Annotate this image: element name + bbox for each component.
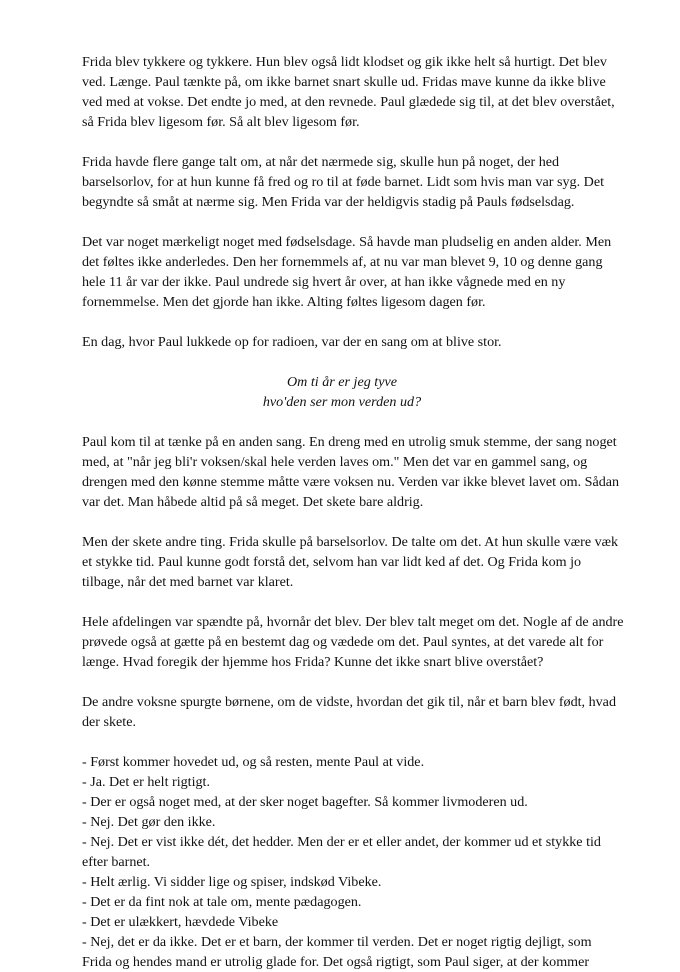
paragraph-3 <box>82 232 612 312</box>
paragraph-gap <box>82 212 602 232</box>
dialogue-line: efter barnet. <box>82 854 151 870</box>
paragraph-gap <box>82 132 602 152</box>
text-line: ved med at vokse. Det endte jo med, at den revnede. Paul glædede sig til, at det blev overstået, <box>82 94 615 110</box>
dialogue-line: - Helt ærlig. Vi sidder lige og spiser, indskød Vibeke. <box>82 874 382 890</box>
text-line: Men der skete andre ting. Frida skulle på barselsorlov. De talte om det. At hun skulle være væk <box>82 534 619 550</box>
paragraph-6 <box>82 532 619 592</box>
paragraph-5 <box>82 432 620 512</box>
dialogue-line: - Nej. Det er vist ikke dét, det hedder. Men der er et eller andet, der kommer ud et stykke tid <box>82 834 601 850</box>
text-line: tilbage, når det med barnet var klaret. <box>82 574 294 590</box>
text-line: var det. Man håbede altid på så meget. Det skete bare aldrig. <box>82 494 424 510</box>
text-line: drengen med den kønne stemme måtte være voksen nu. Verden var ikke blevet lavet om. Sådan <box>82 474 620 490</box>
text-line: med, at "når jeg bli'r voksen/skal hele verden laves om." Men det var en gammel sang, og <box>82 454 588 470</box>
paragraph-gap <box>82 312 602 332</box>
paragraph-7 <box>82 612 624 672</box>
text-line: længe. Hvad foregik der hjemme hos Frida? Kunne det ikke snart blive overstået? <box>82 654 544 670</box>
paragraph-1 <box>82 52 615 132</box>
document-page <box>82 52 624 972</box>
dialogue-line: - Ja. Det er helt rigtigt. <box>82 774 210 790</box>
paragraph-8 <box>82 692 616 732</box>
text-line: hele 11 år var der ikke. Paul undrede sig hvert år over, at han ikke vågnede med en ny <box>82 274 566 290</box>
text-line: Det var noget mærkeligt noget med fødselsdage. Så havde man pludselig en anden alder. Men <box>82 234 612 250</box>
text-line: Frida havde flere gange talt om, at når det nærmede sig, skulle hun på noget, der hed <box>82 154 560 170</box>
text-line: barselsorlov, for at hun kunne få fred og ro til at føde barnet. Lidt som hvis man var syg. Det <box>82 174 604 190</box>
text-line: De andre voksne spurgte børnene, om de vidste, hvordan det gik til, når et barn blev født, hvad <box>82 694 616 710</box>
song-line: Om ti år er jeg tyve <box>287 374 397 390</box>
dialogue-line: - Der er også noget med, at der sker noget bagefter. Så kommer livmoderen ud. <box>82 794 528 810</box>
text-line: Frida blev tykkere og tykkere. Hun blev også lidt klodset og gik ikke helt så hurtigt. Det blev <box>82 54 607 70</box>
dialogue-line: Frida og hendes mand er utrolig glade for. Det også rigtigt, som Paul siger, at der kommer <box>82 954 590 970</box>
paragraph-gap <box>82 352 602 372</box>
paragraph-gap <box>82 732 602 752</box>
song-line: hvo'den ser mon verden ud? <box>262 394 422 410</box>
text-line: så Frida blev ligesom før. Så alt blev ligesom før. <box>82 114 360 130</box>
dialogue-line: - Nej, det er da ikke. Det er et barn, der kommer til verden. Det er noget rigtig dejligt, som <box>82 934 592 950</box>
paragraph-2 <box>82 152 602 212</box>
dialogue-block <box>82 752 602 972</box>
dialogue-line: - Det er ulækkert, hævdede Vibeke <box>82 914 279 930</box>
paragraph-4 <box>82 332 602 352</box>
text-line: begyndte så småt at nærme sig. Men Frida var der heldigvis stadig på Pauls fødselsdag. <box>82 194 575 210</box>
paragraph-gap <box>82 592 602 612</box>
dialogue-line: - Først kommer hovedet ud, og så resten, mente Paul at vide. <box>82 754 425 770</box>
paragraph-gap <box>82 672 602 692</box>
text-line: Hele afdelingen var spændte på, hvornår det blev. Der blev talt meget om det. Nogle af de andre <box>82 614 624 630</box>
text-line: En dag, hvor Paul lukkede op for radioen, var der en sang om at blive stor. <box>82 334 502 350</box>
text-line: ved. Længe. Paul tænkte på, om ikke barnet snart skulle ud. Fridas mave kunne da ikke blive <box>82 74 606 90</box>
text-line: prøvede også at gætte på en bestemt dag og vædede om det. Paul syntes, at det varede alt for <box>82 634 604 650</box>
text-line: Paul kom til at tænke på en anden sang. En dreng med en utrolig smuk stemme, der sang noget <box>82 434 617 450</box>
text-line: der skete. <box>82 714 137 730</box>
dialogue-line: - Det er da fint nok at tale om, mente pædagogen. <box>82 894 362 910</box>
text-line: det føltes ikke anderledes. Den her fornemmels af, at nu var man blevet 9, 10 og denne gang <box>82 254 603 270</box>
text-line: et stykke tid. Paul kunne godt forstå det, selvom han var lidt ked af det. Og Frida kom jo <box>82 554 582 570</box>
paragraph-gap <box>82 512 602 532</box>
song-quote <box>82 372 602 412</box>
paragraph-gap <box>82 412 602 432</box>
dialogue-line: - Nej. Det gør den ikke. <box>82 814 216 830</box>
text-line: fornemmelse. Men det gjorde han ikke. Alting føltes ligesom dagen før. <box>82 294 486 310</box>
